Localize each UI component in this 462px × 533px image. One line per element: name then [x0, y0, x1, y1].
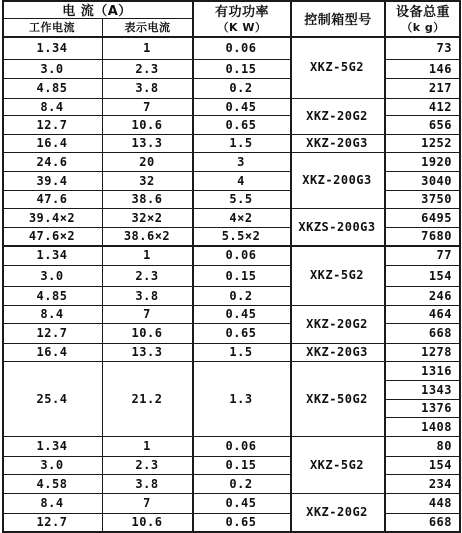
- indicated-current-cell: 13.3: [131, 345, 163, 359]
- active-power-cell: 0.2: [229, 81, 253, 95]
- indicated-current-cell: 3.8: [135, 288, 159, 303]
- active-power-cell: 0.06: [225, 248, 257, 262]
- total-weight-cell: 668: [428, 515, 452, 529]
- active-power-cell: 0.2: [229, 288, 253, 303]
- working-current-cell: 1.34: [36, 248, 68, 262]
- header-active-power-unit: （K W）: [217, 21, 267, 34]
- indicated-current-cell: 7: [143, 99, 151, 114]
- working-current-cell: 8.4: [40, 496, 64, 510]
- indicated-current-cell: 3.8: [135, 476, 159, 491]
- model-cell: XKZ-20G3: [306, 136, 368, 150]
- total-weight-cell: 1252: [421, 136, 452, 150]
- total-weight-cell: 217: [428, 81, 452, 95]
- working-current-cell: 8.4: [40, 99, 64, 114]
- working-current-cell: 47.6: [36, 192, 68, 206]
- header-total-weight-unit: （k g）: [401, 21, 445, 34]
- model-cell: XKZ-5G2: [309, 457, 365, 472]
- working-current-cell: 3.0: [40, 458, 64, 472]
- total-weight-cell: 412: [428, 99, 452, 114]
- indicated-current-cell: 2.3: [135, 458, 159, 472]
- header-working-current: 工作电流: [29, 21, 75, 34]
- active-power-cell: 0.65: [225, 515, 257, 529]
- working-current-cell: 39.4×2: [28, 210, 76, 225]
- header-box-model: 控制箱型号: [304, 12, 372, 28]
- indicated-current-cell: 10.6: [131, 326, 163, 340]
- working-current-cell: 4.85: [36, 81, 68, 95]
- working-current-cell: 12.7: [36, 515, 68, 529]
- indicated-current-cell: 3.8: [135, 81, 159, 95]
- working-current-cell: 12.7: [36, 326, 68, 340]
- active-power-cell: 0.15: [225, 458, 257, 472]
- total-weight-cell: 234: [428, 476, 452, 491]
- total-weight-cell: 1920: [421, 154, 452, 169]
- indicated-current-cell: 32×2: [131, 210, 163, 225]
- active-power-cell: 0.45: [225, 496, 257, 510]
- model-cell: XKZ-20G2: [306, 109, 368, 123]
- total-weight-cell: 73: [436, 40, 452, 55]
- working-current-cell: 39.4: [36, 173, 68, 188]
- active-power-cell: 3: [237, 154, 245, 169]
- active-power-cell: 4: [237, 173, 245, 188]
- total-weight-cell: 3040: [421, 173, 452, 188]
- total-weight-cell: 154: [428, 268, 452, 283]
- total-weight-cell: 246: [428, 288, 452, 303]
- total-weight-cell: 1316: [421, 363, 452, 378]
- model-cell: XKZ-5G2: [309, 60, 365, 74]
- indicated-current-cell: 7: [143, 307, 151, 321]
- working-current-cell: 1.34: [36, 40, 68, 55]
- working-current-cell: 3.0: [40, 61, 64, 76]
- active-power-cell: 5.5: [229, 192, 253, 206]
- active-power-cell: 0.45: [225, 99, 257, 114]
- active-power-cell: 1.5: [229, 345, 253, 359]
- active-power-cell: 0.45: [225, 307, 257, 321]
- total-weight-cell: 656: [428, 117, 452, 132]
- model-cell: XKZ-5G2: [309, 268, 365, 282]
- active-power-cell: 0.15: [225, 268, 257, 283]
- total-weight-cell: 448: [428, 496, 452, 510]
- total-weight-cell: 464: [428, 307, 452, 321]
- model-cell: XKZ-20G3: [306, 345, 368, 359]
- indicated-current-cell: 10.6: [131, 515, 163, 529]
- model-cell: XKZ-200G3: [302, 173, 372, 187]
- model-cell: XKZ-20G2: [306, 505, 368, 519]
- model-cell: XKZS-200G3: [298, 219, 376, 234]
- indicated-current-cell: 32: [139, 173, 155, 188]
- active-power-cell: 5.5×2: [221, 229, 261, 243]
- total-weight-cell: 77: [436, 248, 452, 262]
- total-weight-cell: 1376: [421, 401, 452, 415]
- working-current-cell: 24.6: [36, 154, 68, 169]
- model-cell: XKZ-20G2: [306, 317, 368, 331]
- working-current-cell: 16.4: [36, 345, 68, 359]
- total-weight-cell: 6495: [421, 210, 452, 225]
- header-active-power: 有功功率: [214, 4, 269, 20]
- header-current: 电 流（A）: [62, 3, 132, 19]
- working-current-cell: 4.85: [36, 288, 68, 303]
- active-power-cell: 0.06: [225, 439, 257, 453]
- active-power-cell: 1.3: [229, 391, 253, 406]
- working-current-cell: 47.6×2: [28, 229, 76, 243]
- total-weight-cell: 1278: [421, 345, 452, 359]
- total-weight-cell: 3750: [421, 192, 452, 206]
- total-weight-cell: 154: [428, 458, 452, 472]
- header-indicated-current: 表示电流: [124, 21, 171, 34]
- working-current-cell: 16.4: [36, 136, 68, 150]
- indicated-current-cell: 38.6×2: [123, 229, 171, 243]
- working-current-cell: 3.0: [40, 268, 64, 283]
- header-total-weight: 设备总重: [395, 4, 450, 20]
- working-current-cell: 25.4: [36, 391, 68, 406]
- indicated-current-cell: 10.6: [131, 117, 163, 132]
- total-weight-cell: 80: [436, 439, 452, 453]
- active-power-cell: 4×2: [229, 210, 253, 225]
- indicated-current-cell: 38.6: [131, 192, 163, 206]
- indicated-current-cell: 1: [143, 40, 151, 55]
- active-power-cell: 0.15: [225, 61, 257, 76]
- indicated-current-cell: 7: [143, 496, 151, 510]
- working-current-cell: 12.7: [36, 117, 68, 132]
- working-current-cell: 1.34: [36, 439, 68, 453]
- indicated-current-cell: 2.3: [135, 268, 159, 283]
- total-weight-cell: 1408: [421, 419, 452, 434]
- active-power-cell: 0.2: [229, 476, 253, 491]
- indicated-current-cell: 21.2: [131, 391, 163, 406]
- total-weight-cell: 146: [428, 61, 452, 76]
- indicated-current-cell: 1: [143, 439, 151, 453]
- model-cell: XKZ-50G2: [306, 391, 368, 406]
- active-power-cell: 1.5: [229, 136, 253, 150]
- total-weight-cell: 7680: [421, 229, 452, 243]
- indicated-current-cell: 1: [143, 248, 151, 262]
- indicated-current-cell: 13.3: [131, 136, 163, 150]
- total-weight-cell: 1343: [421, 382, 452, 397]
- total-weight-cell: 668: [428, 326, 452, 340]
- indicated-current-cell: 2.3: [135, 61, 159, 76]
- active-power-cell: 0.65: [225, 117, 257, 132]
- active-power-cell: 0.06: [225, 40, 257, 55]
- working-current-cell: 4.58: [36, 476, 68, 491]
- active-power-cell: 0.65: [225, 326, 257, 340]
- indicated-current-cell: 20: [139, 154, 155, 169]
- working-current-cell: 8.4: [40, 307, 64, 321]
